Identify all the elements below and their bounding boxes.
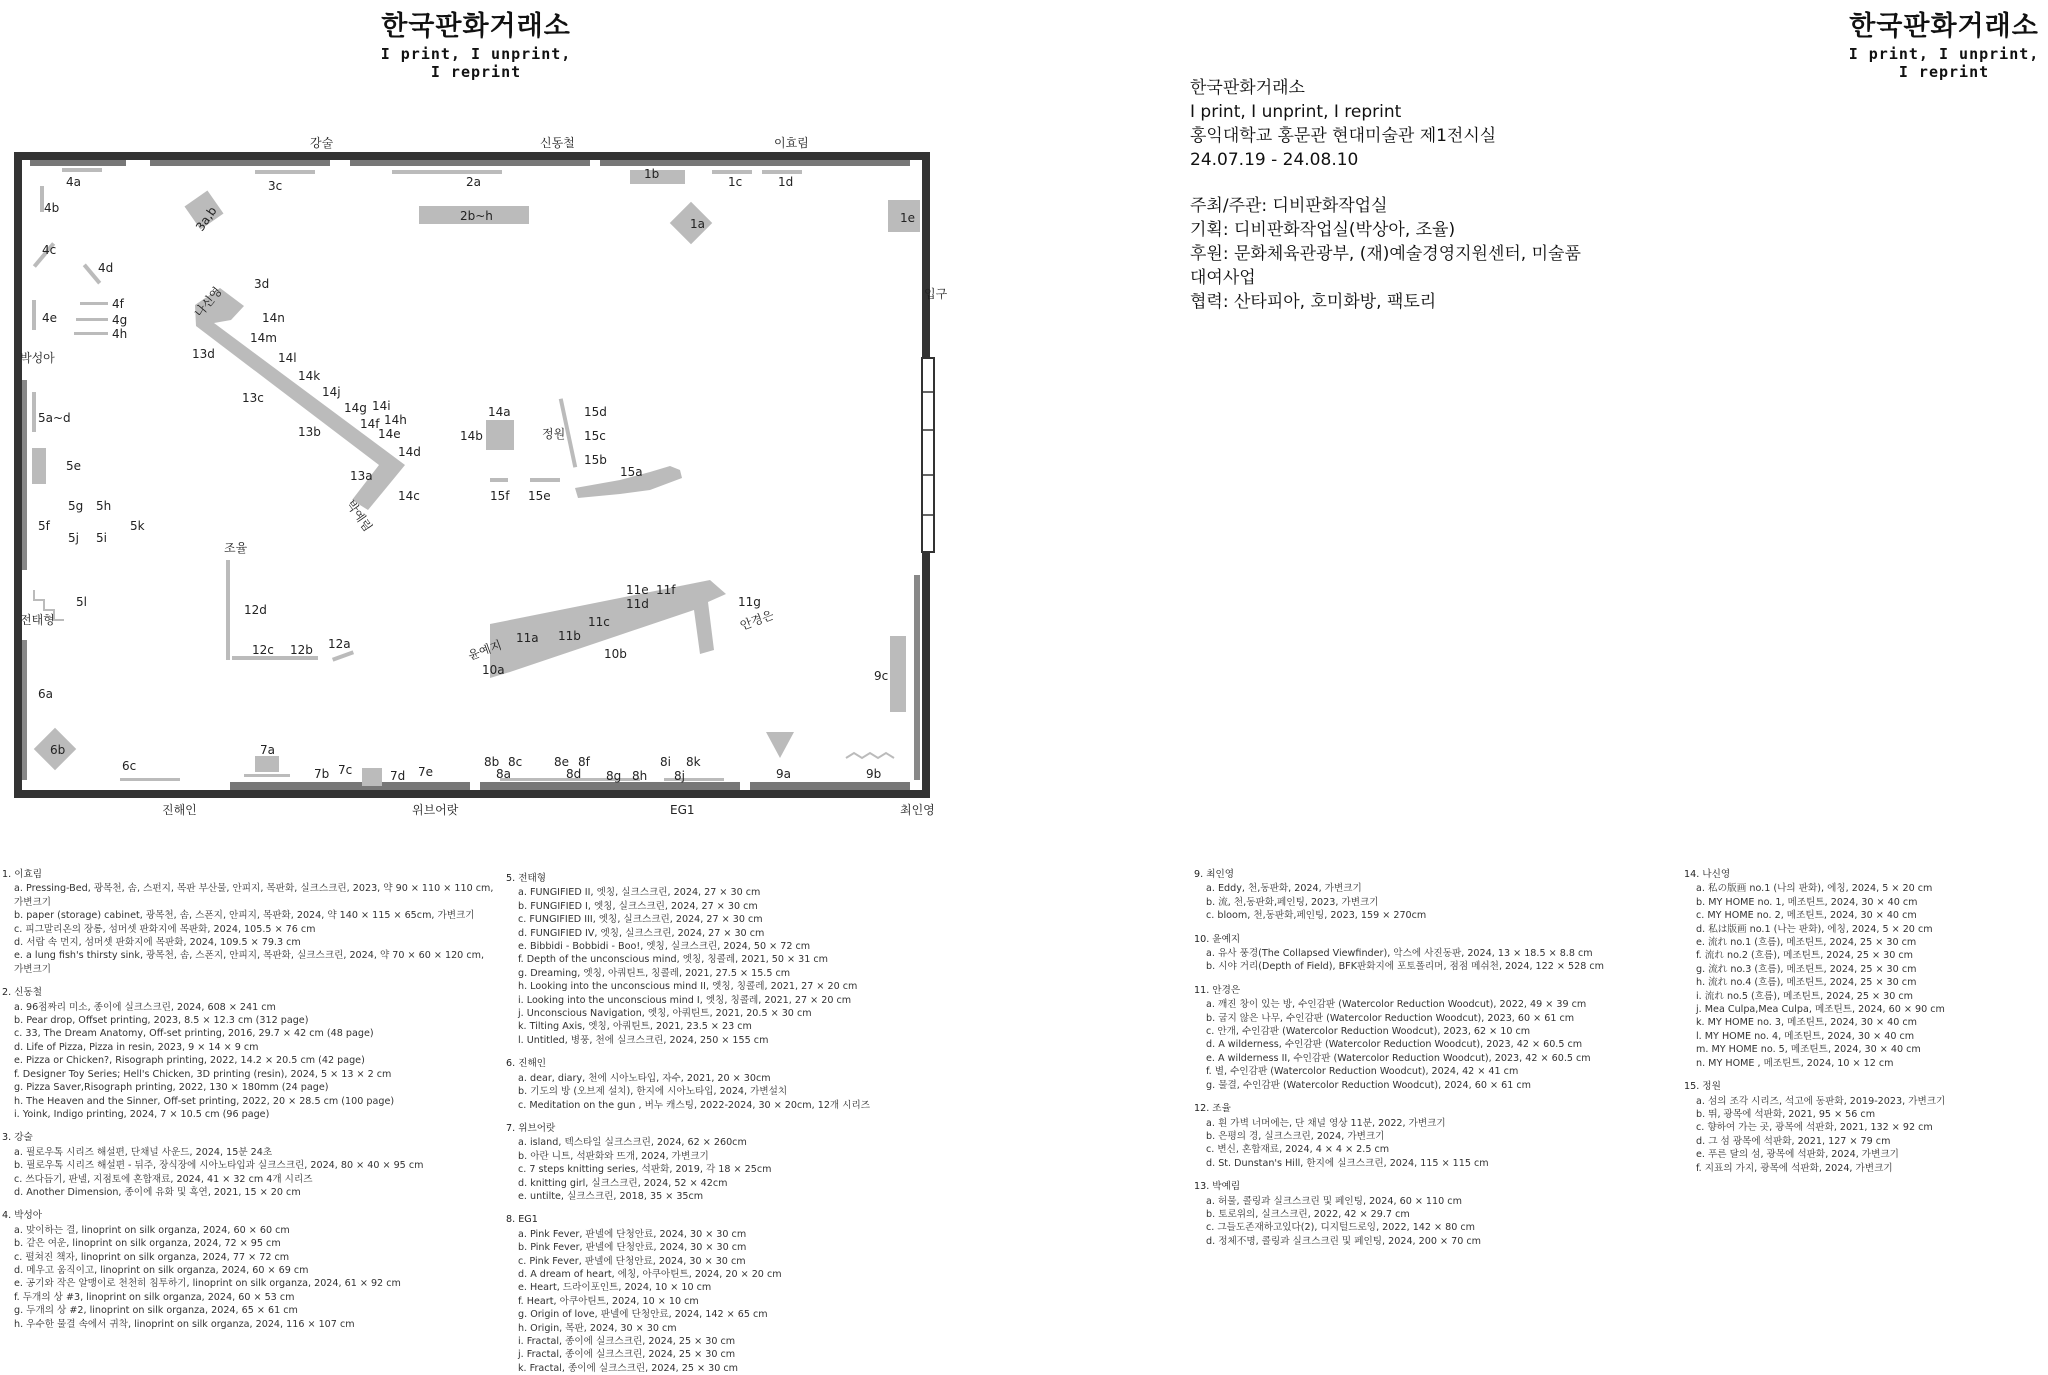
info-line: I print, I unprint, I reprint — [1190, 102, 1402, 122]
piece-label: 4a — [66, 175, 81, 189]
catalog-item: c. FUNGIFIED III, 엣칭, 실크스크린, 2024, 27 × 30 cm — [518, 914, 763, 926]
piece-label: 7c — [338, 763, 353, 777]
info-line: 후원: 문화체육관광부, (재)예술경영지원센터, 미술품 — [1190, 244, 1581, 264]
catalog-item: d. 私は版画 no.1 (나는 판화), 에칭, 2024, 5 × 20 cm — [1696, 923, 1933, 935]
catalog-item: e. Pizza or Chicken?, Risograph printing, 2022, 14.2 × 20.5 cm (42 page) — [14, 1055, 365, 1067]
piece-label: 14m — [250, 331, 277, 345]
piece-label: 11g — [738, 595, 761, 609]
piece-label: 14e — [378, 427, 401, 441]
piece-label: 6b — [50, 743, 66, 757]
catalog-item: c. 피그말리온의 장롱, 섬머셋 판화지에 목판화, 2024, 105.5 × 76 cm — [14, 923, 316, 935]
catalog-item: a. 맞이하는 결, linoprint on silk organza, 2024, 60 × 60 cm — [14, 1224, 290, 1236]
catalog-item: g. 流れ no.3 (흐름), 메조틴트, 2024, 25 × 30 cm — [1696, 963, 1917, 975]
logo-tagline: I print, I unprint, I reprint — [1848, 45, 2040, 81]
catalog-item: d. Another Dimension, 종이에 유화 및 흑연, 2021, 15 × 20 cm — [14, 1186, 301, 1198]
catalog-item: b. Pink Fever, 판넬에 단청안료, 2024, 30 × 30 cm — [518, 1242, 747, 1254]
catalog-item: i. 流れ no.5 (흐름), 메조틴트, 2024, 25 × 30 cm — [1696, 990, 1914, 1002]
piece-label: 5l — [76, 595, 87, 609]
info-line: 기획: 디비판화작업실(박상아, 조율) — [1190, 220, 1456, 240]
catalog-item: b. FUNGIFIED I, 엣칭, 실크스크린, 2024, 27 × 30 cm — [518, 900, 758, 912]
piece-label: 5i — [96, 531, 107, 545]
catalog-section-title: 1. 이효림 — [2, 869, 43, 880]
piece-label: 8j — [674, 769, 685, 783]
catalog-item: e. 流れ no.1 (흐름), 메조틴트, 2024, 25 × 30 cm — [1696, 937, 1917, 949]
piece-labels — [38, 167, 915, 783]
catalog-item: c. 안개, 수인감판 (Watercolor Reduction Woodcut), 2023, 62 × 10 cm — [1206, 1026, 1531, 1038]
piece-label: 1b — [644, 167, 660, 181]
catalog-item: k. Tilting Axis, 엣칭, 아쿼틴트, 2021, 23.5 × 23 cm — [518, 1021, 752, 1033]
catalog-item: a. dear, diary, 천에 시아노타입, 자수, 2021, 20 × 30cm — [518, 1072, 771, 1084]
piece-label: 13c — [242, 391, 264, 405]
catalog-item: a. 96점짜리 미소, 종이에 실크스크린, 2024, 608 × 241 cm — [14, 1001, 276, 1013]
catalog-item: b. 은평의 경, 실크스크린, 2024, 가변크기 — [1206, 1130, 1385, 1142]
piece-label: 15c — [584, 429, 606, 443]
catalog-item: a. 흰 가벽 너머에는, 단 채널 영상 11분, 2022, 가변크기 — [1206, 1117, 1446, 1129]
catalog-item: 가변크기 — [14, 896, 52, 908]
catalog-section-title: 14. 나신영 — [1684, 869, 1731, 880]
catalog-item: m. MY HOME no. 5, 메조틴트, 2024, 30 × 40 cm — [1696, 1044, 1921, 1056]
piece-label: 13d — [192, 347, 215, 361]
piece-label: 11d — [626, 597, 649, 611]
piece-label: 15f — [490, 489, 510, 503]
piece-label: 12c — [252, 643, 274, 657]
catalog-item: h. 流れ no.4 (흐름), 메조틴트, 2024, 25 × 30 cm — [1696, 977, 1917, 989]
info-line: 협력: 산타피아, 호미화방, 팩토리 — [1190, 292, 1437, 312]
catalog-item: e. Heart, 드라이포인트, 2024, 10 × 10 cm — [518, 1282, 712, 1294]
catalog-item: f. Depth of the unconscious mind, 엣칭, 칭콜레, 2021, 50 × 31 cm — [518, 954, 829, 966]
artist-name-label: 윤예지 — [466, 637, 504, 663]
catalog-item: i. Fractal, 종이에 실크스크린, 2024, 25 × 30 cm — [518, 1336, 736, 1347]
catalog-item: a. Eddy, 천,동판화, 2024, 가변크기 — [1206, 883, 1362, 895]
catalog-item: d. 서랍 속 먼지, 섬머셋 판화지에 목판화, 2024, 109.5 × 79.3 cm — [14, 937, 301, 949]
catalog-item: b. Pear drop, Offset printing, 2023, 8.5 × 12.3 cm (312 page) — [14, 1015, 309, 1027]
piece-label: 14f — [360, 417, 380, 431]
piece-label: 8d — [566, 767, 582, 781]
catalog-item: a. 깨진 창이 있는 방, 수인감판 (Watercolor Reduction Woodcut), 2022, 49 × 39 cm — [1206, 999, 1587, 1011]
catalog-item: c. 33, The Dream Anatomy, Off-set printing, 2016, 29.7 × 42 cm (48 page) — [14, 1028, 374, 1040]
piece-label: 5h — [96, 499, 112, 513]
piece-label: 15e — [528, 489, 551, 503]
catalog-item: j. Unconscious Navigation, 엣칭, 아쿼틴트, 2021, 20.5 × 30 cm — [518, 1008, 812, 1020]
piece-label: 8h — [632, 769, 648, 783]
catalog-item: n. MY HOME , 메조틴트, 2024, 10 × 12 cm — [1696, 1057, 1894, 1069]
catalog-item: b. 아란 니트, 석판화와 뜨개, 2024, 가변크기 — [518, 1150, 709, 1162]
artist-name-label: 박성아 — [20, 351, 55, 365]
catalog-item: a. 허물, 콜링과 실크스크린 및 페인팅, 2024, 60 × 110 cm — [1206, 1195, 1462, 1207]
piece-label: 7a — [260, 743, 275, 757]
catalog-item: b. 토로위의, 실크스크린, 2022, 42 × 29.7 cm — [1206, 1208, 1410, 1220]
piece-label: 5f — [38, 519, 50, 533]
piece-label: 4e — [42, 311, 58, 325]
catalog-item: a. 유사 풍경(The Collapsed Viewfinder), 악스에 사진동판, 2024, 13 × 18.5 × 8.8 cm — [1206, 948, 1593, 960]
logo-mark: 한국판화거래소 — [1849, 11, 2039, 42]
piece-label: 6a — [38, 687, 53, 701]
catalog-item: h. 우수한 물결 속에서 귀착, linoprint on silk organza, 2024, 116 × 107 cm — [14, 1318, 355, 1330]
catalog-item: c. 펼쳐진 책자, linoprint on silk organza, 2024, 77 × 72 cm — [14, 1251, 290, 1263]
piece-label: 13a — [350, 469, 373, 483]
catalog-item: i. Looking into the unconscious mind I, 엣칭, 칭콜레, 2021, 27 × 20 cm — [518, 994, 852, 1006]
catalog-item: c. 변신, 혼합재료, 2024, 4 × 4 × 2.5 cm — [1206, 1144, 1390, 1156]
catalog-item: d. FUNGIFIED IV, 엣칭, 실크스크린, 2024, 27 × 30 cm — [518, 927, 765, 939]
catalog-item: a. Pressing-Bed, 광목천, 솜, 스펀지, 목판 부산물, 안피지, 목판화, 실크스크린, 2023, 약 90 × 110 × 110 cm, — [14, 883, 494, 895]
catalog-item: b. 필로우톡 시리즈 해설편 - 뒤주, 장식장에 시아노타입과 실크스크린, 2024, 80 × 40 × 95 cm — [14, 1160, 424, 1172]
artist-name-label: 강술 — [310, 136, 334, 150]
piece-label: 14k — [298, 369, 321, 383]
info-line: 주최/주관: 디비판화작업실 — [1190, 196, 1388, 216]
catalog-column-4 — [1684, 868, 1945, 1175]
artist-name-label: 안경은 — [738, 607, 776, 633]
outer-walls — [14, 152, 934, 798]
piece-label: 3c — [268, 179, 283, 193]
catalog-item: f. 두개의 상 #3, linoprint on silk organza, 2024, 60 × 53 cm — [14, 1291, 295, 1303]
piece-label: 4b — [44, 201, 60, 215]
catalog-item: c. 향하여 가는 곳, 광목에 석판화, 2021, 132 × 92 cm — [1696, 1122, 1933, 1134]
piece-label: 2a — [466, 175, 481, 189]
catalog-column-3 — [1194, 868, 1604, 1248]
catalog-item: f. 별, 수인감판 (Watercolor Reduction Woodcut), 2024, 42 × 41 cm — [1206, 1066, 1519, 1078]
artist-name-label: 조율 — [224, 541, 248, 555]
piece-label: 3a,b — [192, 204, 220, 234]
catalog-item: f. 流れ no.2 (흐름), 메조틴트, 2024, 25 × 30 cm — [1696, 950, 1914, 962]
catalog-item: d. 메우고 움직이고, linoprint on silk organza, 2024, 60 × 69 cm — [14, 1264, 309, 1276]
catalog-item: l. MY HOME no. 4, 메조틴트, 2024, 30 × 40 cm — [1696, 1030, 1915, 1042]
piece-label: 12b — [290, 643, 313, 657]
catalog-section-title: 11. 안경은 — [1194, 984, 1241, 996]
catalog-item: a. 필로우톡 시리즈 해설편, 단채널 사운드, 2024, 15분 24초 — [14, 1146, 273, 1158]
catalog-item: c. bloom, 천,동판화,페인팅, 2023, 159 × 270cm — [1206, 910, 1427, 922]
piece-label: 8k — [686, 755, 701, 769]
catalog-section-title: 10. 윤예지 — [1194, 933, 1241, 945]
info-line: 24.07.19 - 24.08.10 — [1190, 150, 1359, 170]
catalog-item: b. paper (storage) cabinet, 광목천, 솜, 스폰지, 안피지, 목판화, 2024, 약 140 × 115 × 65cm, 가변크기 — [14, 910, 475, 922]
catalog-item: f. 지표의 가지, 광목에 석판화, 2024, 가변크기 — [1696, 1162, 1893, 1174]
piece-label: 4d — [98, 261, 114, 275]
catalog-item: d. Life of Pizza, Pizza in resin, 2023, 9 × 14 × 9 cm — [14, 1041, 259, 1053]
catalog-item: e. untilte, 실크스크린, 2018, 35 × 35cm — [518, 1190, 704, 1202]
catalog-item: e. 푸른 달의 섬, 광목에 석판화, 2024, 가변크기 — [1696, 1149, 1899, 1161]
catalog-item: c. Meditation on the gun , 버누 캐스팅, 2022-2024, 30 × 20cm, 12개 시리즈 — [518, 1099, 871, 1111]
piece-label: 11f — [656, 583, 676, 597]
catalog-column-2 — [506, 872, 870, 1375]
artist-name-label: 박예림 — [343, 497, 375, 535]
catalog-item: l. Untitled, 병풍, 천에 실크스크린, 2024, 250 × 155 cm — [518, 1034, 769, 1046]
artist-name-label: 최인영 — [900, 803, 935, 817]
catalog-item: b. 流, 천,동판화,페인팅, 2023, 가변크기 — [1206, 896, 1379, 908]
catalog-item: b. 시야 거리(Depth of Field), BFK판화지에 포토폴리머, 점점 메쉬천, 2024, 122 × 528 cm — [1206, 961, 1604, 973]
catalog-item: d. A dream of heart, 에칭, 아쿠아틴트, 2024, 20 × 20 cm — [518, 1268, 782, 1280]
piece-label: 14b — [460, 429, 483, 443]
piece-label: 11e — [626, 583, 649, 597]
piece-label: 14c — [398, 489, 420, 503]
piece-label: 14h — [384, 413, 407, 427]
piece-label: 14g — [344, 401, 367, 415]
piece-label: 8c — [508, 755, 523, 769]
catalog-item: b. 굽지 않은 나무, 수인감판 (Watercolor Reduction Woodcut), 2023, 60 × 61 cm — [1206, 1012, 1575, 1024]
piece-label: 5e — [66, 459, 82, 473]
catalog-section-title: 6. 진해인 — [506, 1058, 547, 1070]
piece-label: 8e — [554, 755, 570, 769]
piece-label: 8g — [606, 769, 622, 783]
artist-name-label: 이효림 — [774, 136, 809, 150]
catalog-item: k. MY HOME no. 3, 메조틴트, 2024, 30 × 40 cm — [1696, 1017, 1917, 1029]
piece-label: 8i — [660, 755, 671, 769]
piece-label: 13b — [298, 425, 321, 439]
catalog-item: a. 섬의 조각 시리즈, 석고에 동판화, 2019-2023, 가변크기 — [1696, 1095, 1946, 1107]
piece-label: 14a — [488, 405, 511, 419]
catalog-item: k. Fractal, 종이에 실크스크린, 2024, 25 × 30 cm — [518, 1362, 739, 1374]
piece-label: 4g — [112, 313, 128, 327]
piece-label: 15d — [584, 405, 607, 419]
catalog-item: d. knitting girl, 실크스크린, 2024, 52 × 42cm — [518, 1177, 728, 1189]
artist-name-label: 진해인 — [162, 803, 197, 817]
piece-label: 2b~h — [460, 209, 493, 223]
catalog-section-title: 13. 박예림 — [1194, 1181, 1241, 1193]
catalog-item: e. Bibbidi - Bobbidi - Boo!, 엣칭, 실크스크린, 2024, 50 × 72 cm — [518, 941, 811, 953]
catalog-item: c. 7 steps knitting series, 석판화, 2019, 각 18 × 25cm — [518, 1164, 772, 1176]
catalog-item: i. Yoink, Indigo printing, 2024, 7 × 10.5 cm (96 page) — [14, 1108, 270, 1120]
artist-name-label: 전태형 — [20, 613, 55, 627]
catalog-item: d. 정체不명, 콜링과 실크스크린 및 페인팅, 2024, 200 × 70 cm — [1206, 1235, 1481, 1247]
catalog-item: d. St. Dunstan's Hill, 한지에 실크스크린, 2024, 115 × 115 cm — [1206, 1157, 1489, 1169]
artist-name-label: 나신영 — [191, 284, 225, 320]
piece-label: 9a — [776, 767, 791, 781]
piece-label: 4h — [112, 327, 128, 341]
info-line: 홍익대학교 홍문관 현대미술관 제1전시실 — [1190, 126, 1497, 146]
catalog-section-title: 9. 최인영 — [1194, 869, 1235, 880]
artist-name-label: EG1 — [670, 803, 695, 817]
catalog-item: e. 공기와 작은 알맹이로 천천히 침투하기, linoprint on silk organza, 2024, 61 × 92 cm — [14, 1278, 401, 1290]
artist-name-label: 신동철 — [540, 136, 575, 150]
catalog-item: b. 같은 여운, linoprint on silk organza, 2024, 72 × 95 cm — [14, 1238, 281, 1250]
piece-label: 14d — [398, 445, 421, 459]
piece-label: 4f — [112, 297, 124, 311]
catalog-section-title: 7. 위브어랏 — [506, 1122, 556, 1134]
artist-name-label: 위브어랏 — [412, 803, 459, 817]
catalog-item: j. Mea Culpa,Mea Culpa, 메조틴트, 2024, 60 × 90 cm — [1696, 1004, 1945, 1016]
catalog-item: c. 쓰다듬기, 판넬, 지점토에 혼합재료, 2024, 41 × 32 cm 4개 시리즈 — [14, 1173, 313, 1185]
piece-label: 1d — [778, 175, 794, 189]
piece-label: 11c — [588, 615, 610, 629]
piece-label: 1a — [690, 217, 705, 231]
catalog-item: a. Pink Fever, 판넬에 단청안료, 2024, 30 × 30 cm — [518, 1228, 747, 1240]
catalog-item: g. Pizza Saver,Risograph printing, 2022, 130 × 180mm (24 page) — [14, 1082, 329, 1094]
catalog-item: b. 기도의 방 (오브제 설치), 한지에 시아노타입, 2024, 가변설치 — [518, 1086, 788, 1098]
logo-mark: 한국판화거래소 — [381, 11, 571, 42]
piece-label: 8a — [496, 767, 511, 781]
catalog-item: c. MY HOME no. 2, 메조틴트, 2024, 30 × 40 cm — [1696, 910, 1917, 922]
piece-label: 15a — [620, 465, 643, 479]
piece-label: 14l — [278, 351, 297, 365]
piece-label: 4c — [42, 243, 57, 257]
piece-label: 1e — [900, 211, 916, 225]
catalog-section-title: 8. EG1 — [506, 1214, 538, 1226]
catalog-item: e. a lung fish's thirsty sink, 광목천, 솜, 스폰지, 안피지, 목판화, 실크스크린, 2024, 약 70 × 60 × 120 cm, — [14, 950, 485, 962]
piece-label: 9c — [874, 669, 889, 683]
piece-label: 11b — [558, 629, 581, 643]
catalog-item: g. 물결, 수인감판 (Watercolor Reduction Woodcut), 2024, 60 × 61 cm — [1206, 1079, 1531, 1091]
catalog-item: j. Fractal, 종이에 실크스크린, 2024, 25 × 30 cm — [518, 1349, 736, 1361]
piece-label: 15b — [584, 453, 607, 467]
catalog-item: g. Dreaming, 엣칭, 아쿼틴트, 칭콜레, 2021, 27.5 × 15.5 cm — [518, 967, 791, 979]
catalog-item: d. A wilderness, 수인감판 (Watercolor Reduction Woodcut), 2023, 42 × 60.5 cm — [1206, 1039, 1583, 1051]
catalog-item: b. MY HOME no. 1, 메조틴트, 2024, 30 × 40 cm — [1696, 896, 1918, 908]
catalog-section-title: 15. 정원 — [1684, 1081, 1721, 1093]
piece-label: 5a~d — [38, 411, 71, 425]
piece-label: 5g — [68, 499, 84, 513]
catalog-item: f. Heart, 아쿠아틴트, 2024, 10 × 10 cm — [518, 1295, 699, 1307]
catalog-item: c. 그들도존재하고있다(2), 디지털드로잉, 2022, 142 × 80 cm — [1206, 1222, 1476, 1234]
display-elements — [32, 168, 920, 786]
info-line: 한국판화거래소 — [1190, 78, 1305, 98]
catalog-section-title: 12. 조율 — [1194, 1103, 1231, 1115]
piece-label: 11a — [516, 631, 539, 645]
piece-label: 12a — [328, 637, 351, 651]
catalog-item: a. FUNGIFIED II, 엣칭, 실크스크린, 2024, 27 × 30 cm — [518, 887, 761, 899]
piece-label: 10b — [604, 647, 627, 661]
catalog-item: e. A wilderness II, 수인감판 (Watercolor Reduction Woodcut), 2023, 42 × 60.5 cm — [1206, 1052, 1591, 1064]
piece-label: 1c — [728, 175, 743, 189]
artist-name-label: 정원 — [542, 427, 566, 441]
catalog-item: d. 그 섬 광목에 석판화, 2021, 127 × 79 cm — [1696, 1135, 1891, 1147]
piece-label: 3d — [254, 277, 270, 291]
piece-label: 7d — [390, 769, 406, 783]
catalog-section-title: 5. 전태형 — [506, 873, 547, 884]
catalog-item: c. Pink Fever, 판넬에 단청안료, 2024, 30 × 30 cm — [518, 1255, 746, 1267]
piece-label: 8b — [484, 755, 500, 769]
catalog-item: 가변크기 — [14, 963, 52, 975]
piece-label: 5k — [130, 519, 145, 533]
piece-label: 12d — [244, 603, 267, 617]
piece-label: 7b — [314, 767, 330, 781]
catalog-item: h. Looking into the unconscious mind II, 엣칭, 칭콜레, 2021, 27 × 20 cm — [518, 981, 858, 993]
piece-label: 7e — [418, 765, 434, 779]
catalog-item: g. Origin of love, 판넬에 단청안료, 2024, 142 × 65 cm — [518, 1309, 768, 1321]
piece-label: 6c — [122, 759, 137, 773]
catalog-section-title: 4. 박성아 — [2, 1210, 43, 1222]
catalog-item: a. island, 텍스타일 실크스크린, 2024, 62 × 260cm — [518, 1137, 747, 1149]
piece-label: 8f — [578, 755, 590, 769]
piece-label: 14n — [262, 311, 285, 325]
piece-label: 10a — [482, 663, 505, 677]
catalog-item: f. Designer Toy Series; Hell's Chicken, 3D printing (resin), 2024, 5 × 13 × 2 cm — [14, 1068, 392, 1080]
catalog-section-title: 2. 신동철 — [2, 987, 43, 999]
artist-names — [20, 135, 948, 817]
catalog-item: a. 私の版画 no.1 (나의 판화), 에칭, 2024, 5 × 20 cm — [1696, 883, 1933, 895]
catalog-item: h. The Heaven and the Sinner, Off-set printing, 2022, 20 × 28.5 cm (100 page) — [14, 1095, 395, 1107]
catalog-section-title: 3. 강술 — [2, 1132, 33, 1144]
catalog-column-1 — [2, 868, 493, 1331]
piece-label: 9b — [866, 767, 882, 781]
catalog-item: b. 뛰, 광목에 석판화, 2021, 95 × 56 cm — [1696, 1108, 1876, 1120]
piece-label: 14i — [372, 399, 391, 413]
piece-label: 5j — [68, 531, 79, 545]
info-line: 대여사업 — [1190, 268, 1256, 288]
piece-label: 14j — [322, 385, 341, 399]
logo-tagline: I print, I unprint, I reprint — [380, 45, 572, 81]
entrance-label: 입구 — [924, 287, 948, 301]
catalog-item: g. 두개의 상 #2, linoprint on silk organza, 2024, 65 × 61 cm — [14, 1305, 298, 1317]
catalog-item: h. Origin, 목판, 2024, 30 × 30 cm — [518, 1322, 677, 1334]
